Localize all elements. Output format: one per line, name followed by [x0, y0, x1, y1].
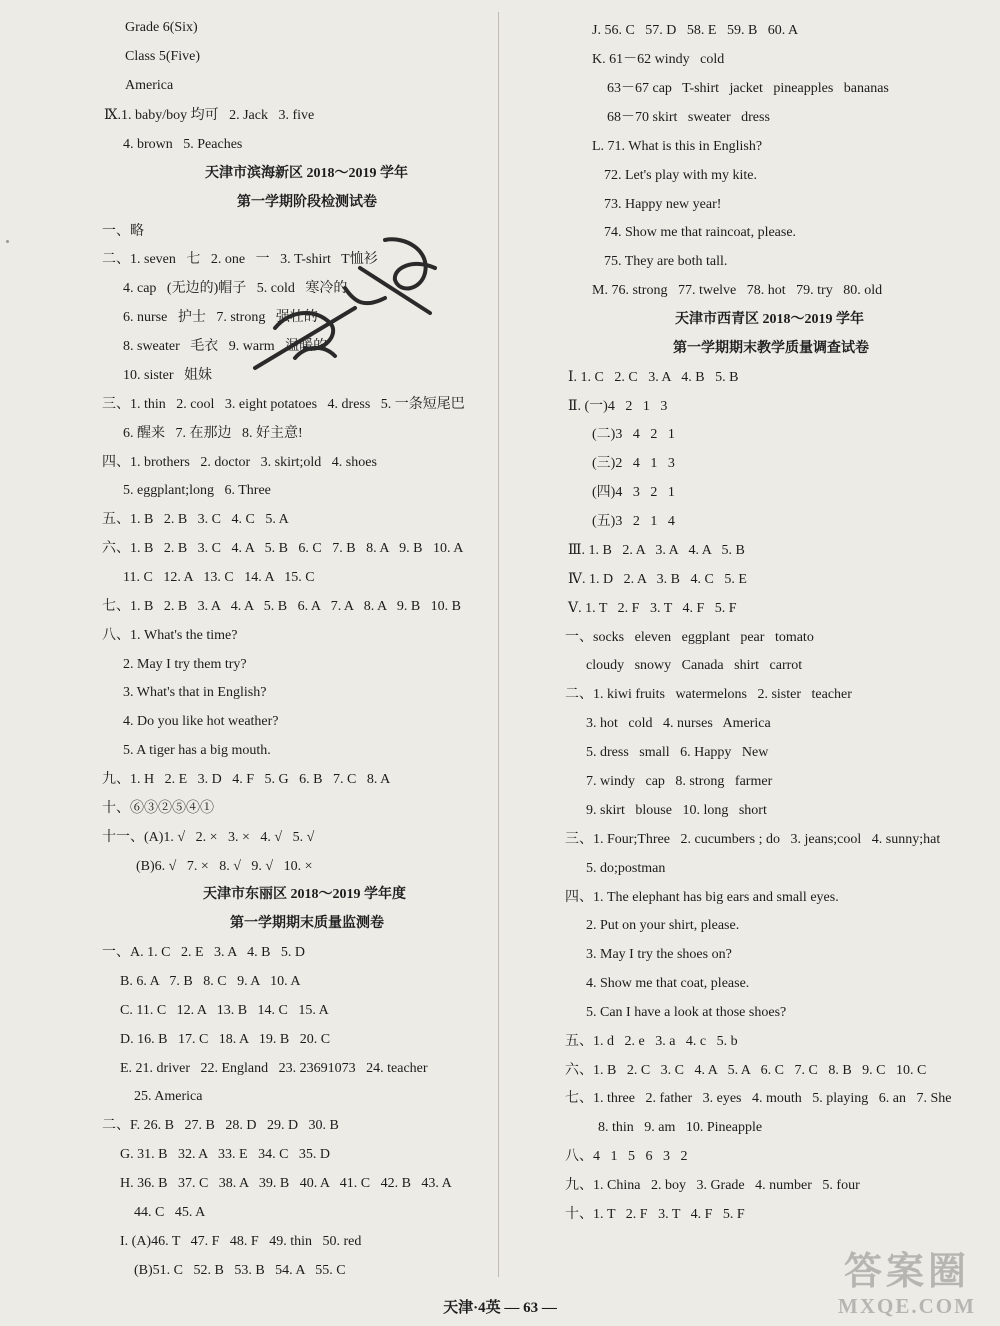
answer-line: 7. windy cap 8. strong farmer	[586, 774, 773, 789]
answer-line: M. 76. strong 77. twelve 78. hot 79. try 80. old	[592, 283, 883, 298]
answer-line: 2. May I try them try?	[123, 657, 247, 672]
answer-line: 72. Let's play with my kite.	[604, 168, 758, 183]
answer-line: 3. May I try the shoes on?	[586, 947, 732, 962]
answer-line: Class 5(Five)	[125, 49, 201, 64]
section-heading: 天津市滨海新区 2018～2019 学年	[205, 166, 408, 181]
answer-line: 三、1. Four;Three 2. cucumbers ; do 3. jeans;cool 4. sunny;hat	[565, 832, 941, 847]
answer-line: (B)6. √ 7. × 8. √ 9. √ 10. ×	[136, 859, 313, 874]
answer-line: 9. skirt blouse 10. long short	[586, 803, 767, 818]
answer-line: Ⅸ.1. baby/boy 均可 2. Jack 3. five	[104, 108, 315, 123]
answer-line: Ⅲ. 1. B 2. A 3. A 4. A 5. B	[568, 543, 745, 558]
answer-line: K. 61－62 windy cold	[592, 52, 725, 67]
answer-line: J. 56. C 57. D 58. E 59. B 60. A	[592, 23, 799, 38]
answer-line: 10. sister 姐妹	[123, 368, 213, 383]
answer-line: cloudy snowy Canada shirt carrot	[586, 658, 803, 673]
answer-line: 二、1. kiwi fruits watermelons 2. sister teacher	[565, 687, 852, 702]
answer-line: 75. They are both tall.	[604, 254, 728, 269]
answer-line: Ⅳ. 1. D 2. A 3. B 4. C 5. E	[568, 572, 747, 587]
section-heading: 天津市东丽区 2018～2019 学年度	[203, 887, 406, 902]
answer-line: 十、⑥③②⑤④①	[102, 801, 214, 816]
answer-line: 5. Can I have a look at those shoes?	[586, 1005, 787, 1020]
column-divider	[498, 12, 499, 1277]
answer-line: 5. dress small 6. Happy New	[586, 745, 769, 760]
answer-line: 68－70 skirt sweater dress	[607, 110, 770, 125]
answer-line: 九、1. H 2. E 3. D 4. F 5. G 6. B 7. C 8. A	[102, 772, 391, 787]
answer-line: H. 36. B 37. C 38. A 39. B 40. A 41. C 42. B 43. A	[120, 1176, 452, 1191]
answer-line: 11. C 12. A 13. C 14. A 15. C	[123, 570, 315, 585]
answer-line: 3. What's that in English?	[123, 685, 267, 700]
answer-line: 63－67 cap T-shirt jacket pineapples bananas	[607, 81, 889, 96]
answer-line: 五、1. B 2. B 3. C 4. C 5. A	[102, 512, 289, 527]
answer-line: L. 71. What is this in English?	[592, 139, 763, 154]
answer-line: 4. brown 5. Peaches	[123, 137, 243, 152]
answer-line: 八、1. What's the time?	[102, 628, 238, 643]
watermark-logo-text: 答案圈	[843, 1251, 970, 1293]
page-footer: 天津·4英 — 63 —	[443, 1300, 557, 1316]
answer-line: 4. cap (无边的)帽子 5. cold 寒冷的	[123, 281, 348, 296]
answer-line: Grade 6(Six)	[125, 20, 198, 35]
answer-line: 五、1. d 2. e 3. a 4. c 5. b	[565, 1034, 738, 1049]
answer-line: 4. Do you like hot weather?	[123, 714, 279, 729]
answer-line: Ⅱ. (一)4 2 1 3	[568, 399, 668, 414]
answer-line: B. 6. A 7. B 8. C 9. A 10. A	[120, 974, 301, 989]
section-heading: 第一学期阶段检测试卷	[237, 195, 377, 210]
answer-line: 5. eggplant;long 6. Three	[123, 483, 271, 498]
answer-line: C. 11. C 12. A 13. B 14. C 15. A	[120, 1003, 329, 1018]
answer-line: 8. thin 9. am 10. Pineapple	[598, 1120, 763, 1135]
answer-line: E. 21. driver 22. England 23. 23691073 24. teacher	[120, 1061, 428, 1076]
scan-mark	[6, 240, 9, 243]
answer-line: 二、1. seven 七 2. one 一 3. T-shirt T恤衫	[102, 252, 378, 267]
answer-line: (二)3 4 2 1	[592, 427, 675, 442]
answer-line: I. (A)46. T 47. F 48. F 49. thin 50. red	[120, 1234, 362, 1249]
watermark	[822, 1250, 992, 1320]
answer-line: 八、4 1 5 6 3 2	[565, 1149, 688, 1164]
section-heading: 第一学期期末质量监测卷	[230, 916, 384, 931]
answer-line: 25. America	[134, 1089, 203, 1104]
answer-line: 6. nurse 护士 7. strong 强壮的	[123, 310, 318, 325]
section-heading: 天津市西青区 2018～2019 学年	[675, 312, 864, 327]
section-heading: 第一学期期末教学质量调查试卷	[673, 341, 869, 356]
answer-line: 四、1. brothers 2. doctor 3. skirt;old 4. shoes	[102, 455, 377, 470]
answer-line: 九、1. China 2. boy 3. Grade 4. number 5. four	[565, 1178, 860, 1193]
answer-line: 六、1. B 2. B 3. C 4. A 5. B 6. C 7. B 8. A 9. B 10. A	[102, 541, 464, 556]
answer-line: 十一、(A)1. √ 2. × 3. × 4. √ 5. √	[102, 830, 315, 845]
handwritten-scribble	[235, 228, 450, 378]
answer-line: 4. Show me that coat, please.	[586, 976, 750, 991]
answer-line: 6. 醒来 7. 在那边 8. 好主意!	[123, 426, 303, 441]
answer-line: 3. hot cold 4. nurses America	[586, 716, 771, 731]
answer-line: 一、socks eleven eggplant pear tomato	[565, 630, 814, 645]
answer-line: 8. sweater 毛衣 9. warm 温暖的	[123, 339, 328, 354]
answer-line: 44. C 45. A	[134, 1205, 206, 1220]
answer-line: 六、1. B 2. C 3. C 4. A 5. A 6. C 7. C 8. B 9. C 10. C	[565, 1063, 927, 1078]
answer-line: 5. do;postman	[586, 861, 666, 876]
answer-line: 2. Put on your shirt, please.	[586, 918, 740, 933]
answer-line: 74. Show me that raincoat, please.	[604, 225, 797, 240]
answer-line: 5. A tiger has a big mouth.	[123, 743, 271, 758]
answer-line: America	[125, 78, 174, 93]
answer-line: D. 16. B 17. C 18. A 19. B 20. C	[120, 1032, 331, 1047]
answer-line: 十、1. T 2. F 3. T 4. F 5. F	[565, 1207, 745, 1222]
answer-line: G. 31. B 32. A 33. E 34. C 35. D	[120, 1147, 331, 1162]
answer-line: 一、A. 1. C 2. E 3. A 4. B 5. D	[102, 945, 306, 960]
answer-line: (B)51. C 52. B 53. B 54. A 55. C	[134, 1263, 346, 1278]
answer-line: 一、略	[102, 224, 144, 239]
answer-line: 73. Happy new year!	[604, 197, 722, 212]
answer-line: 七、1. B 2. B 3. A 4. A 5. B 6. A 7. A 8. A 9. B 10. B	[102, 599, 462, 614]
answer-line: (五)3 2 1 4	[592, 514, 675, 529]
answer-line: (三)2 4 1 3	[592, 456, 675, 471]
answer-line: Ⅴ. 1. T 2. F 3. T 4. F 5. F	[568, 601, 737, 616]
watermark-url: MXQE.COM	[838, 1294, 976, 1318]
answer-line: 七、1. three 2. father 3. eyes 4. mouth 5. playing 6. an 7. She	[565, 1091, 952, 1106]
answer-line: 二、F. 26. B 27. B 28. D 29. D 30. B	[102, 1118, 339, 1133]
answer-line: 三、1. thin 2. cool 3. eight potatoes 4. dress 5. 一条短尾巴	[102, 397, 465, 412]
answer-line: Ⅰ. 1. C 2. C 3. A 4. B 5. B	[568, 370, 739, 385]
answer-line: 四、1. The elephant has big ears and small eyes.	[565, 890, 839, 905]
answer-line: (四)4 3 2 1	[592, 485, 675, 500]
